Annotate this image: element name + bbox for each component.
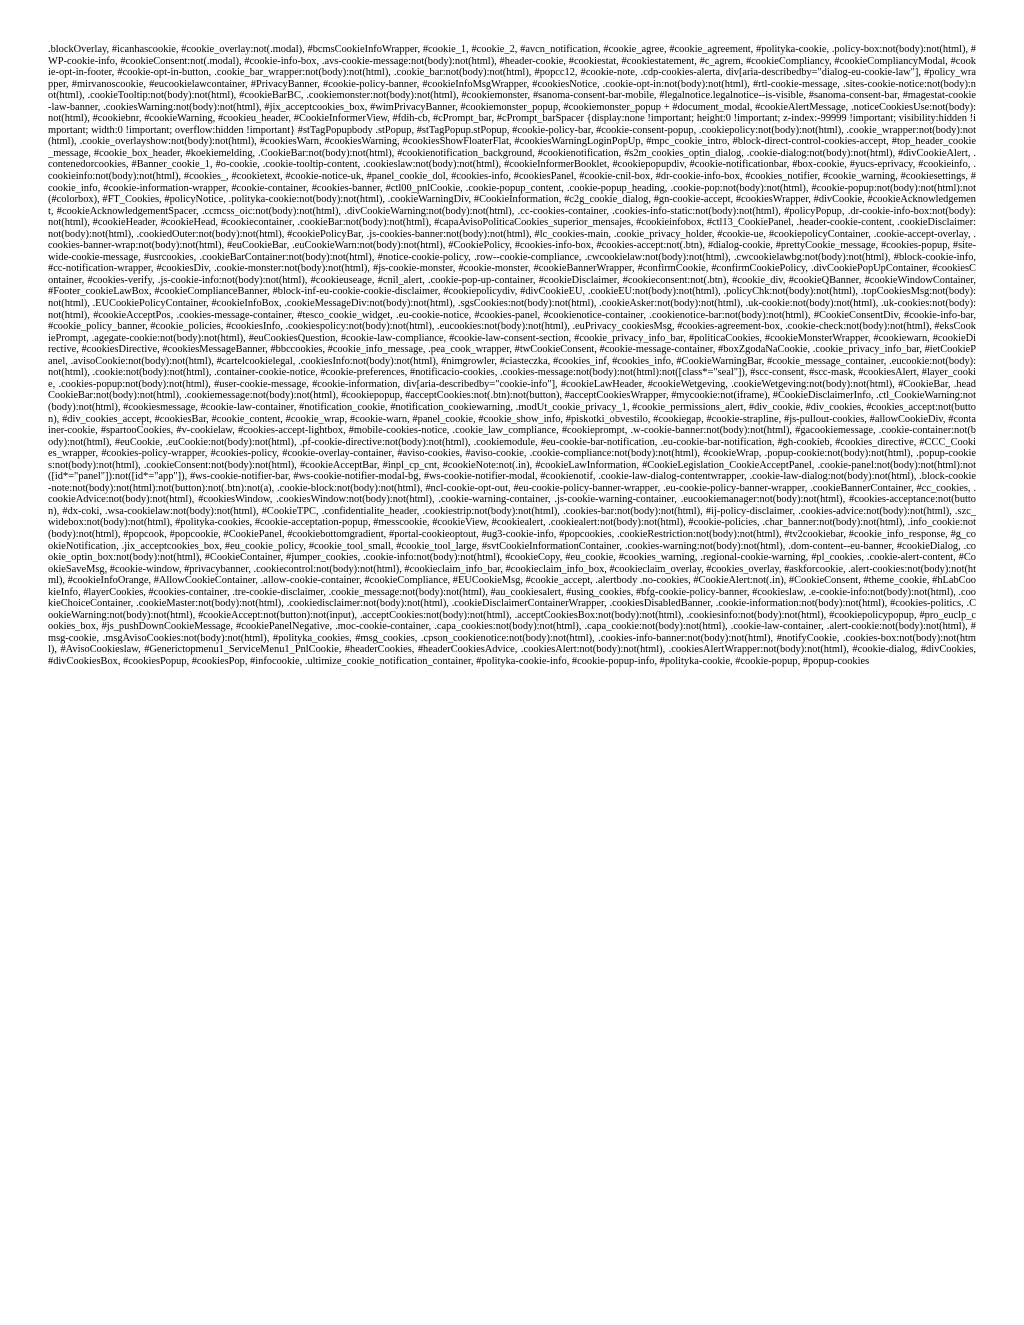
css-selector-text-block: .blockOverlay, #icanhascookie, #cookie_overlay:not(.modal), #bcmsCookieInfoWrapper, #cookie_1, #cookie_2, #avcn_notification, #cookie_agree, #cookie_agreement, #polityka-cookie, .policy-box:not(body):not(html), #WP-cookie-info, #cookieConsent:not(.modal), #cookie-info-box, .avs-cookie-message:not(body):not(html), #header-cookie, #cookiestat, #cookiestatement, #c_agrem, #cookieCompliancy, #cookieCompliancyModal, #cookie-opt-in-footer, #cookie-opt-in-button, .cookie_bar_wrapper:not(body):not(html), .cookie_bar:not(body):not(html), #popcc12, #cookie-note, .cdp-cookies-alerta, div[aria-describedby="dialog-eu-cookie-law"], #policy_wrapper, #mirvanoscookie, #eucookielawcontainer, #PrivacyBanner, #cookie-policy-banner, #cookieInfoMsgWrapper, #cookiesNotice, .cookie-opt-in:not(body):not(html), #rtl-cookie-message, .sites-cookie-notice:not(body):not(html), .cookieTooltip:not(body):not(html), #cookieBarBC, .cookiemonster:not(body):not(html), #cookiemonster, #sanoma-consent-bar-mobile, #legalnotice.legalnotice--is-visible, #sanoma-consent-bar, #magestat-cookie-law-banner, .cookiesWarning:not(body):not(html), #jix_acceptcookies_box, #wimPrivacyBanner, #cookiemonster_popup, #cookiemonster_popup + #document_modal, #cookieAlertMessage, .noticeCookiesUse:not(body):not(html), #cookiebnr, #cookieWarning, #cookieu_header, #CookieInformerView, #fdih-cb, #cPrompt_bar, #cPrompt_barSpacer {display:none !important; height:0 !important; z-index:-99999 !important; visibility:hidden !important; width:0 !important; overflow:hidden !important} #stTagPopupbody .stPopup, #stTagPopup.stPopup, #cookie-policy-bar, #cookie-consent-popup, .cookiepolicy:not(body):not(html), .cookie_wrapper:not(body):not(html), .cookie_overlayshow:not(body):not(html), #cookiesWarn, #cookiesWarning, #cookiesShowFloaterFlat, #cookiesWarningLoginPopUp, #mpc_cookie_intro, #block-direct-control-cookies-accept, #top_header_cookie_message, #cookie_box_header, #koekiemelding, .CookieBar:not(body):not(html), #cookienotification_background, #cookienotification, #s2m_cookies_optin_dialog, .cookie-dialog:not(body):not(html), #divCookieAlert, .contenedorcookies, #Banner_cookie_1, #o-cookie, .cookie-tooltip-content, .cookieslaw:not(body):not(html), #cookieInformerBooklet, #cookiepopupdiv, #cookie-notificationbar, #box-cookie, #yucs-eprivacy, #cookieinfo, .cookieinfo:not(body):not(html), #cookies_, #cookietext, #cookie-notice-uk, #panel_cookie_dol, #cookies-info, #cookiesPanel, #cookie-cnil-box, #dr-cookie-info-box, #cookies_notifier, #cookie_warning, #cookiesettings, #cookie_info, #cookie-information-wrapper, #cookie-container, #cookies-banner, #ctl00_pnlCookie, .cookie-popup_content, .cookie-popup_heading, .cookie-pop:not(body):not(html), #cookie-popup:not(body):not(html):not(#colorbox), #FT_Cookies, #policyNotice, .polityka-cookie:not(body):not(html), .cookieWarningDiv, #CookieInformation, #c2g_cookie_dialog, #gn-cookie-accept, #cookiesWrapper, #divCookie, #cookieAcknowledgement, #cookieAcknowledgementSpacer, .ccmcss_oic:not(body):not(html), .divCookieWarning:not(body):not(html), .cc-cookies-container, .cookies-info-static:not(body):not(html), #policyPopup, .dr-cookie-info-box:not(body):not(html), #cookieHeader, #cookieHead, #cookiecontainer, .cookieBar:not(body):not(html), #capaAvisoPoliticaCookies_superior_mensajes, #cookieinfobox, #ctl13_CookiePanel, .header-cookie-content, .cookieDisclaimer:not(body):not(html), .cookiedOuter:not(body):not(html), #cookiePolicyBar, .js-cookies-banner:not(body):not(html), #lc_cookies-main, .cookie_privacy_holder, #cookie-ue, #cookiepolicyContainer, .cookie-accept-overlay, .cookies-banner-wrap:not(body):not(html), #euCookieBar, .euCookieWarn:not(body):not(html), #CookiePolicy, #cookies-info-box, #cookies-accept:not(.btn), #dialog-cookie, #prettyCookie_message, #cookies-popup, #site-wide-cookie-message, #usrcookies, .cookieBarContainer:not(body):not(html), #notice-cookie-policy, .row--cookie-compliance, .cwcookielaw:not(body):not(html), .cwcookielawbg:not(body):not(html), #block-cookie-info, #cc-notification-wrapper, #cookiesDiv, .cookie-monster:not(body):not(html), #js-cookie-monster, #cookie-monster, #cookieBannerWrapper, #confirmCookie, #confirmCookiePolicy, .divCookiePopUpContainer, #cookiesContainer, #cookies-verify, .js-cookie-info:not(body):not(html), #cookieuseage, #cnil_alert, .cookie-pop-up-container, #cookieDisclaimer, #cookieconsent:not(.btn), #cookie_div, #cookieQBanner, #cookieWindowContainer, #Footer_cookieLawBox, #cookieComplianceBanner, #block-inf-eu-cookie-cookie-disclaimer, #cookiepolicydiv, #divCookieEU, .cookieEU:not(body):not(html), .policyChk:not(body):not(html), .topCookiesMsg:not(body):not(html), .EUCookiePolicyContainer, #cookieInfoBox, .cookieMessageDiv:not(body):not(html), .sgsCookies:not(body):not(html), .cookieAsker:not(body):not(html), .uk-cookie:not(body):not(html), .uk-cookies:not(body):not(html), #cookieAcceptPos, .cookies-message-container, #tesco_cookie_widget, .eu-cookie-notice, #cookies-panel, #cookienotice-container, .cookienotice-bar:not(body):not(html), #CookieConsentDiv, #cookie-info-bar, #cookie_policy_banner, #cookie_policies, #cookiesInfo, .cookiespolicy:not(body):not(html), .eucookies:not(body):not(html), .euPrivacy_cookiesMsg, #cookies-agreement-box, .cookie-check:not(body):not(html), #eksCookiePrompt, .agegate-cookie:not(body):not(html), #euCookiesQuestion, #cookie-law-compliance, #cookie-law-consent-section, #cookie_privacy_info_bar, #politicaCookies, #cookieMonsterWrapper, #cookiewarn, #cookieDirective, #cookiesDirective, #cookiesMessageBanner, #bbccookies, #cookie_info_message, .pea_cook_wrapper, #twCookieConsent, #cookie-message-container, #boxZgodaNaCookie, .cookie_privacy_info_bar, #ietCookiePanel, .avisoCookie:not(body):not(html), #cartelcookielegal, .cookiesInfo:not(body):not(html), #nimgrowler, #ciasteczka, #cookies_inf, #cookies_info, #CookieWarningBar, #cookie_message_container, .eucookie:not(body):not(html), .cookie:not(body):not(html), .container-cookie-notice, #cookie-preferences, #notificacio-cookies, .cookies-message:not(body):not(html):not([class*="seal"]), #scc-consent, #scc-mask, #cookiesAlert, #layer_cookie, .cookies-popup:not(body):not(html), #user-cookie-message, #cookie-information, div[aria-describedby="cookie-info"], #cookieLawHeader, #cookieWetgeving, .cookieWetgeving:not(body):not(html), #CookieBar, .headCookieBar:not(body):not(html), .cookiemessage:not(body):not(html), #cookiepopup, #acceptCookies:not(.btn):not(button), #acceptCookiesWrapper, #mycookie:not(iframe), #CookieDisclaimerInfo, .ctl_CookieWarning:not(body):not(html), #cookiesmessage, #cookie-law-container, #notification_cookie, #notification_cookiewarning, .modUt_cookie_privacy_1, #cookie_permissions_alert, #div_cookie, #div_cookies, #cookies_accept:not(button), #div_cookies_accept, #cookiesBar, #cookie_content, #cookie_wrap, #cookie-warn, #panel_cookie, #cookie_show_info, #piskotki_obvestilo, #cookiegap, #cookie-strapline, #js-pullout-cookies, #allowCookieDiv, #container-cookie, #spartooCookies, #v-cookielaw, #cookies-accept-lightbox, #mobile-cookies-notice, .cookie_law_compliance, #cookieprompt, .w-cookie-banner:not(body):not(html), #gacookiemessage, .cookie-container:not(body):not(html), #euCookie, .euCookie:not(body):not(html), .pf-cookie-directive:not(body):not(html), .cookiemodule, #eu-cookie-bar-notification, .eu-cookie-bar-notification, #gh-cookieb, #cookies_directive, #CCC_Cookies_wrapper, #cookies-policy-wrapper, #cookies-policy, #cookie-overlay-container, #aviso-cookies, #aviso-cookie, .cookie-compliance:not(body):not(html), #cookieWrap, .popup-cookie:not(body):not(html), .popup-cookies:not(body):not(html), .cookieConsent:not(body):not(html), #cookieAcceptBar, #inpl_cp_cnt, #cookieNote:not(.in), #cookieLawInformation, #CookieLegislation_CookieAcceptPanel, .cookie-panel:not(body):not(html):not([id*="panel"]):not([id*="app"]), #ws-cookie-notifier-bar, #ws-cookie-notifier-modal-bg, #ws-cookie-notifier-modal, #cookienotif, .cookie-law-dialog-contentwrapper, .cookie-law-dialog:not(body):not(html), .block-cookie-note:not(body):not(html):not(button):not(.btn):not(a), .cookie-block:not(body):not(html), #ncl-cookie-opt-out, #eu-cookie-policy-banner-wrapper, .eu-cookie-policy-banner-wrapper, .cookieBannerContainer, #cc_cookies, .cookieAdvice:not(body):not(html), #cookiesWindow, .cookiesWindow:not(body):not(html), .cookie-warning-container, .js-cookie-warning-container, .eucookiemanager:not(body):not(html), #cookies-acceptance:not(button), #dx-coki, .wsa-cookielaw:not(body):not(html), #CookieTPC, .confidentialite_header, .cookiestrip:not(body):not(html), .cookies-bar:not(body):not(html), #ij-policy-disclaimer, .cookies-advice:not(body):not(html), .szc_widebox:not(body):not(html), #polityka-cookies, #cookie-acceptation-popup, #messcookie, #cookieView, #cookiealert, .cookiealert:not(body):not(html), #cookie-policies, .char_banner:not(body):not(html), .info_cookie:not(body):not(html), #popcook, #popcookie, #CookiePanel, #cookiebottomgradient, #portal-cookieoptout, #ug3-cookie-info, #popcookies, .cookieRestriction:not(body):not(html), #tv2cookiebar, #cookie_info_response, #g_cookieNotification, .jix_acceptcookies_box, #eu_cookie_policy, #cookie_tool_small, #cookie_tool_large, #svtCookieInformationContainer, .cookies-warning:not(body):not(html), .dom-content--eu-banner, #cookieDialog, .cookie_optin_box:not(body):not(html), #CookieContainer, #jumper_cookies, .cookie-info:not(body):not(html), #cookieCopy, #eu_cookie, #cookies_warning, .regional-cookie-warning, #pl_cookies, .cookie-alert-content, #CookieSaveMsg, #cookie-window, #privacybanner, .cookiecontrol:not(body):not(html), #cookieclaim_info_bar, #cookieclaim_info_box, #cookieclaim_overlay, #cookies_overlay, #askforcookie, .alert-cookies:not(body):not(html), #cookieInfoOrange, #AllowCookieContainer, .allow-cookie-container, #cookieCompliance, #EUCookieMsg, #cookie_accept, .alertbody .no-cookies, #CookieAlert:not(.in), #CookieConsent, #theme_cookie, #hLabCookieInfo, #layerCookies, #cookies-container, .tre-cookie-disclaimer, .cookie_message:not(body):not(html), #au_cookiesalert, #using_cookies, #bfg-cookie-policy-banner, #cookieslaw, .e-cookie-info:not(body):not(html), .cookieChoiceContainer, .cookieMaster:not(body):not(html), .cookiedisclaimer:not(body):not(html), .cookieDisclaimerContainerWrapper, .cookiesDisabledBanner, .cookie-information:not(body):not(html), #cookies-politics, .CookieWarning:not(body):not(html), #cookieAccept:not(button):not(input), .acceptCookies:not(body):not(html), .acceptCookiesBox:not(body):not(html), .cookiesinfo:not(body):not(html), #cookiepolicypopup, #pro_euclp_cookies_box, #js_pushDownCookieMessage, #cookiePanelNegative, .moc-cookie-container, .capa_cookies:not(body):not(html), .capa_cookie:not(body):not(html), .cookie-law-container, .alert-cookie:not(body):not(html), #msg-cookie, .msgAvisoCookies:not(body):not(html), #polityka_cookies, #msg_cookies, .cpson_cookienotice:not(body):not(html), .cookies-info-banner:not(body):not(html), #notifyCookie, .cookies-box:not(body):not(html), #AvisoCookieslaw, #Generictopmenu1_ServiceMenu1_PnlCookie, #headerCookies, #headerCookiesAdvice, .cookiesAlert:not(body):not(html), .cookiesAlertWrapper:not(body):not(html), #cookie-dialog, #divCookies, #divCookiesBox, #cookiesPopup, #cookiesPop, #infocookie, .ultimize_cookie_notification_container, #polityka-cookie-info, #cookie-popup-info, #polityka-cookie, #cookie-popup, #popup-cookies [48, 44, 976, 667]
document-page [48, 44, 976, 1284]
